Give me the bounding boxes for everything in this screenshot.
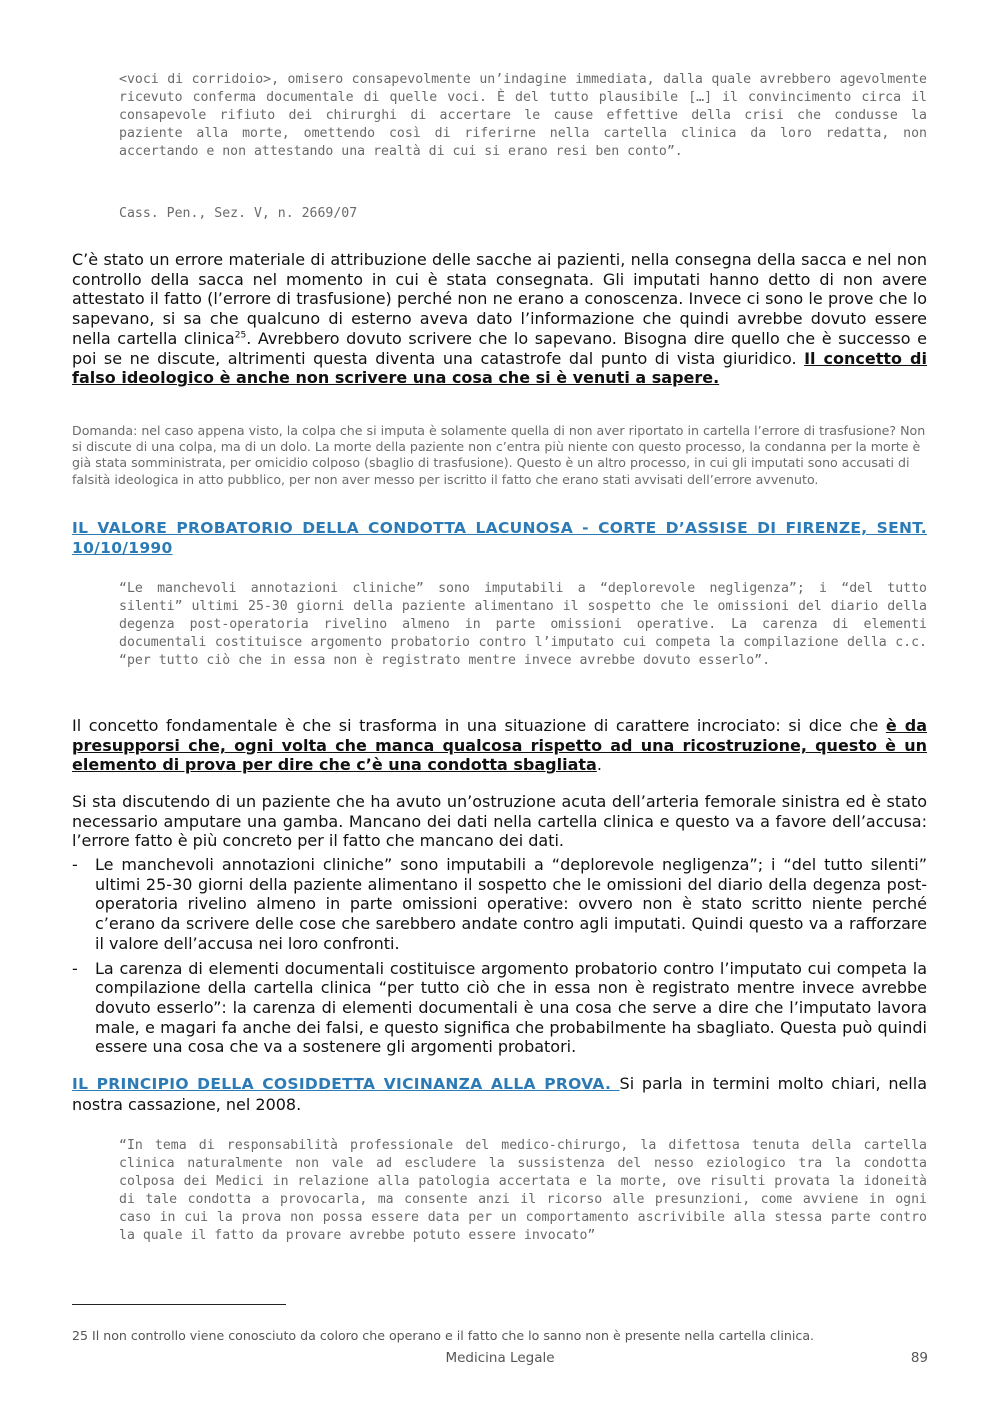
paragraph-paziente-arteria: Si sta discutendo di un paziente che ha avuto un’ostruzione acuta dell’arteria femorale sinistra ed è stato necessario amputare una gamba. Mancano dei dati nella cartella clinica e questo va a favore dell’accusa: l’errore fatto è più concreto per il fatto che mancano dei dati. bbox=[72, 792, 927, 851]
note-domanda: Domanda: nel caso appena visto, la colpa che si imputa è solamente quella di non aver riportato in cartella l’errore di trasfusione? Non si discute di una colpa, ma di un dolo. La morte della paziente non c’entra più niente con questo processo, la condanna per la morte è già stata somministrata, per omicidio colposo (sbaglio di trasfusione). Questo è un altro processo, in cui gli imputati sono accusati di falsità ideologica in atto pubblico, per non aver messo per iscritto il fatto che erano stati avvisati dell’errore avvenuto. bbox=[72, 423, 926, 487]
list-item-text: Le manchevoli annotazioni cliniche” sono imputabili a “deplorevole negligenza”; i “del tutto silenti” ultimi 25-30 giorni della paziente alimentano il sospetto che le omissioni del diario della degenza post-operatoria rivelino almeno in parte omissioni operative: ovvero non è stato scritto niente perché c’erano da scrivere delle cose che sarebbero andate contro agli imputati. Quindi questo va a rafforzare il valore dell’accusa nei loro confronti. bbox=[95, 855, 927, 953]
paragraph-text: . Avrebbero dovuto scrivere che lo sapevano. Bisogna dire quello che è successo e poi se ne discute, altrimenti questa diventa una catastrofe dal punto di vista giuridico. bbox=[72, 328, 927, 368]
list-item bbox=[72, 959, 927, 1058]
section-heading-vicinanza-prova: IL PRINCIPIO DELLA COSIDDETTA VICINANZA ALLA PROVA. bbox=[72, 1075, 620, 1093]
paragraph-text: Il concetto fondamentale è che si trasforma in una situazione di carattere incrociato: si dice che bbox=[72, 716, 886, 735]
paragraph-concetto-fondamentale: Il concetto fondamentale è che si trasforma in una situazione di carattere incrociato: si dice che è da presupporsi che, ogni volta che manca qualcosa rispetto ad una ricostruzione, questo è un elemento di prova per dire che c’è una condotta sbagliata. bbox=[72, 716, 928, 775]
footnote-reference[interactable]: 25 bbox=[234, 330, 247, 341]
list-item-text: La carenza di elementi documentali costituisce argomento probatorio contro l’imputato cui competa la compilazione della cartella clinica “per tutto ciò che in essa non è registrato mentre invece avrebbe dovuto esserlo”: la carenza di elementi documentali è una cosa che serve a dire che l’imputato lavora male, e magari fa anche dei falsi, e questo significa che probabilmente ha sbagliato. Questa può quindi essere una cosa che va a sostenere gli argomenti probatori. bbox=[95, 958, 927, 1057]
quote-citation: Cass. Pen., Sez. V, n. 2669/07 bbox=[119, 206, 358, 221]
section-heading-valore-probatorio: IL VALORE PROBATORIO DELLA CONDOTTA LACUNOSA - CORTE D’ASSISE DI FIRENZE, SENT. 10/10/1990 bbox=[72, 519, 927, 557]
bullet-list bbox=[72, 855, 927, 1062]
paragraph-text: C’è stato un errore materiale di attribuzione delle sacche ai pazienti, nella consegna della sacca e nel non controllo della sacca nel momento in cui è stata consegnata. Gli imputati hanno detto di non avere attestato il fatto (l’errore di trasfusione) perché non ne erano a conoscenza. Invece ci sono le prove che lo sapevano, si sa che qualcuno di esterno aveva dato l’informazione che quindi avrebbe dovuto essere nella cartella clinica bbox=[72, 250, 927, 348]
quote-block-cassazione-2008: “In tema di responsabilità professionale del medico-chirurgo, la difettosa tenuta della cartella clinica naturalmente non vale ad escludere la sussistenza del nesso eziologico tra la condotta colposa dei Medici in relazione alla patologia accertata e la morte, ove risulti provata la idoneità di tale condotta a provocarla, ma consente anzi il ricorso alle presunzioni, come avviene in ogni caso in cui la prova non possa essere data per un comportamento ascrivibile alla stessa parte contro la quale il fatto da provare avrebbe potuto essere invocato” bbox=[119, 1138, 927, 1243]
quote-block-corte-assise: “Le manchevoli annotazioni cliniche” sono imputabili a “deplorevole negligenza”; i “del tutto silenti” ultimi 25-30 giorni della paziente alimentano il sospetto che le omissioni del diario della degenza post-operatoria rivelino almeno in parte omissioni operative. La carenza di elementi documentali costituisce argomento probatorio contro l’imputato cui competa la compilazione della c.c. “per tutto ciò che in essa non è registrato mentre invece avrebbe dovuto esserlo”. bbox=[119, 581, 927, 668]
page-number: 89 bbox=[910, 1350, 928, 1366]
paragraph-text: Si parla in termini molto chiari, nella nostra cassazione, nel 2008. bbox=[72, 1074, 927, 1114]
emphasis-elemento-di-prova: è da presupporsi che, ogni volta che manca qualcosa rispetto ad una ricostruzione, questo è un elemento di prova per dire che c’è una condotta sbagliata bbox=[72, 716, 928, 775]
dash-marker: - bbox=[72, 855, 78, 874]
quote-block-cassazione: <voci di corridoio>, omisero consapevolmente un’indagine immediata, dalla quale avrebbero agevolmente ricevuto conferma documentale di quelle voci. È del tutto plausibile […] il convincimento circa il consapevole rifiuto dei chirurghi di accertare le cause effettive della crisi che condusse la paziente alla morte, omettendo così di riferirne nella cartella clinica da loro redatta, non accertando e non attestando una realtà di cui si erano resi ben conto”. bbox=[119, 72, 927, 159]
list-item bbox=[72, 855, 927, 954]
footnote-25: 25 Il non controllo viene conosciuto da coloro che operano e il fatto che lo sanno non è presente nella cartella clinica. bbox=[72, 1328, 815, 1343]
paragraph-errore-trasfusione bbox=[72, 250, 927, 388]
dash-marker: - bbox=[72, 958, 78, 978]
footnote-separator bbox=[72, 1304, 286, 1305]
footer-title: Medicina Legale bbox=[445, 1350, 555, 1366]
paragraph-vicinanza-prova bbox=[72, 1074, 927, 1114]
emphasis-falso-ideologico: Il concetto di falso ideologico è anche non scrivere una cosa che si è venuti a sapere. bbox=[72, 348, 927, 388]
